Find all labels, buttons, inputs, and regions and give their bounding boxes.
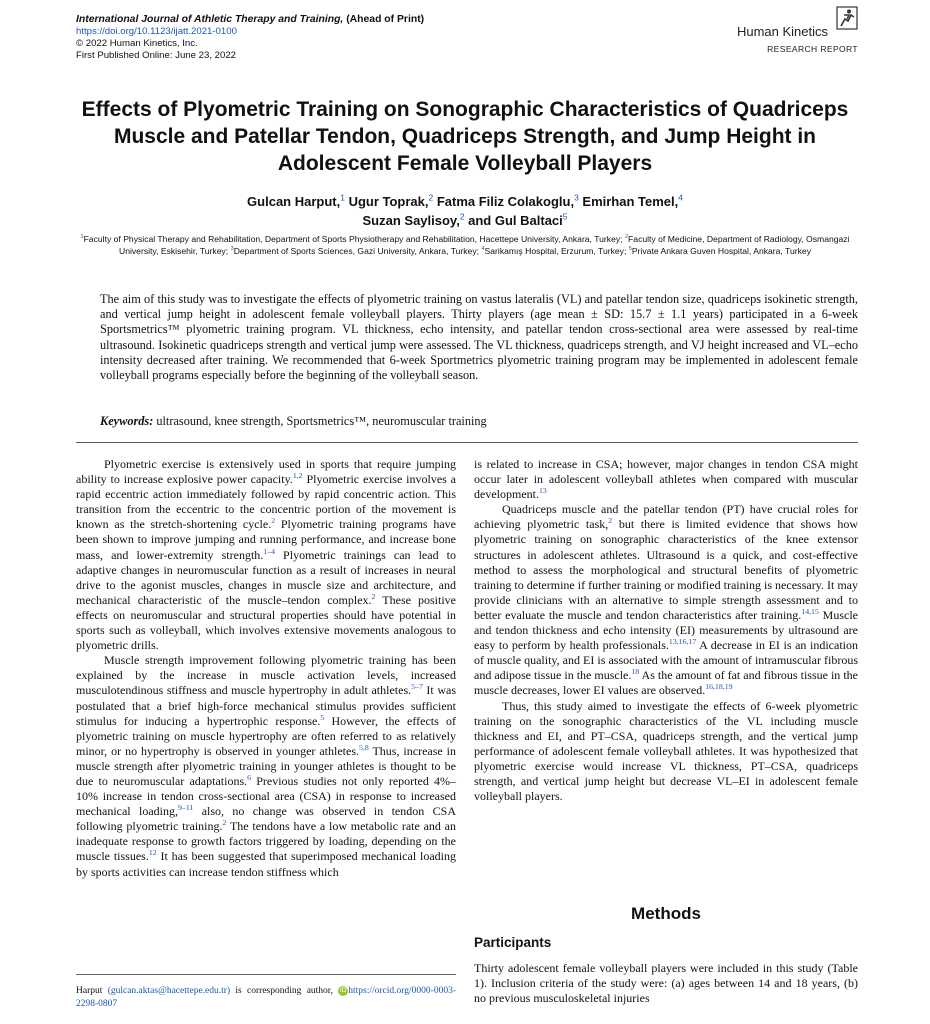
affiliation-text: Faculty of Physical Therapy and Rehabilitation, Department of Sports Physiotherapy and Rehabilitation, Hacettepe University, Ankara, Turkey; (83, 234, 623, 244)
citation-mark: 6 (247, 772, 252, 782)
doi-link[interactable]: https://doi.org/10.1123/ijatt.2021-0100 (76, 26, 237, 37)
body-paragraph (474, 699, 858, 805)
body-text: Muscle and tendon thickness and echo intensity (EI) measurements by ultrasound are easy to perform by health professionals. (474, 607, 858, 653)
author-name: Fatma Filiz Colakoglu, (436, 194, 575, 209)
affiliation-mark: 3 (230, 246, 234, 253)
ahead-of-print: (Ahead of Print) (343, 14, 425, 25)
author-affiliation-mark: 1 (340, 192, 345, 203)
body-text: but there is limited evidence that shows how plyometric training on sonographic characteristics of the knee extensor structures in adolescent athletes. Ultrasound is a quick, and cost-effective method to assess the morphological and structural benefits of plyometric training to determine if further training or modified training is necessary. It may provide clinicians with an alternative to simple strength assessment and to better evaluate the muscle and tendon characteristics after training. (474, 517, 858, 622)
orcid-link[interactable]: https://orcid.org/0000-0003-2298-0807 (76, 986, 456, 1009)
orcid-icon: iD (339, 986, 347, 994)
body-text: As the amount of fat and fibrous tissue in the muscle decreases, lower EI values are observed. (474, 668, 858, 698)
body-text: Plyometric trainings can lead to adaptive changes in neuromuscular function as a result of increases in neural drive to the agonist muscles, changes in muscle size and architecture, and mechanical characteristic of the muscle–tendon complex. (76, 547, 456, 607)
article-type: RESEARCH REPORT (767, 44, 858, 54)
body-text: A decrease in EI is an indication of muscle quality, and EI is associated with the amount of intramuscular fibrous and adipose tissue in the muscle. (474, 638, 858, 683)
body-text: Plyometric training programs have been shown to improve jumping and running performance, and increase bone mass, and lower-extremity strength. (76, 517, 456, 562)
author-affiliation-mark: 2 (428, 192, 434, 203)
body-text: is related to increase in CSA; however, major changes in tendon CSA might occur later in adolescent volleyball athletes when compared with muscular development. (474, 457, 858, 502)
footnote-author: Harput (76, 986, 103, 996)
affiliation-mark: 1 (80, 234, 84, 241)
affiliation-text: Faculty of Medicine, Department of Radiology, Osmangazi University, Eskisehir, Turkey; (118, 234, 850, 257)
copyright: © 2022 Human Kinetics, Inc. (76, 38, 198, 49)
citation-mark: 1–4 (263, 546, 275, 556)
affiliation-mark: 2 (624, 234, 629, 241)
citation-mark: 13 (538, 486, 547, 496)
body-text: Muscle strength improvement following plyometric training has been explained by the increase in muscle activation levels, increased musculotendinous stiffness and muscle hypertrophy in adult athletes. (76, 653, 456, 698)
author-affiliation-mark: 2 (459, 211, 465, 222)
human-kinetics-logo-icon (836, 6, 858, 30)
affiliation-mark: 5 (628, 246, 632, 253)
body-right-column (474, 457, 858, 804)
journal-line (76, 14, 424, 26)
body-paragraph (474, 502, 858, 698)
citation-mark: 16,18,19 (705, 682, 733, 692)
citation-mark: 2 (371, 591, 376, 601)
citation-mark: 12 (148, 848, 157, 858)
publisher-brand (708, 6, 858, 56)
citation-mark: 2 (222, 818, 227, 828)
author-name: Emirhan Temel, (582, 194, 679, 209)
section-divider (76, 442, 858, 443)
citation-mark: 2 (608, 516, 613, 526)
body-text: also, no change was observed in tendon CSA following plyometric training. (76, 804, 456, 834)
article-title: Effects of Plyometric Training on Sonographic Characteristics of Quadriceps Muscle and Patellar Tendon, Quadriceps Strength, and Jump Height in Adolescent Female Volleyball Players (81, 98, 849, 175)
abstract: The aim of this study was to investigate the effects of plyometric training on vastus lateralis (VL) and patellar tendon size, quadriceps isokinetic strength, and vertical jump height in adolescent female volleyball players. Thirty players (age mean ± SD: 15.7 ± 1.1 years) participated in a 6-week Sportsmetrics™ plyometric training program. VL thickness, echo intensity, and patellar tendon cross-sectional area were assessed by real-time ultrasound. Isokinetic quadriceps strength and vertical jump were assessed. The VL thickness, quadriceps strength, and VJ height increased and VL–echo intensity decreased after training. We recommended that 6-week Sportmetrics plyometric training program may be implemented in adolescent female volleyball programs especially before the beginning of the volleyball season. (100, 292, 858, 383)
author-list (90, 192, 840, 230)
participants-paragraph: Thirty adolescent female volleyball players were included in this study (Table 1). Inclusion criteria of the study were: (a) ages between 14 and 18 years, (b) no previous musculoskeletal injuries (474, 961, 858, 1006)
citation-mark: 5–7 (411, 682, 423, 692)
footnote-divider (76, 974, 456, 975)
affiliation-text: Private Ankara Guven Hospital, Ankara, Turkey (631, 246, 811, 257)
body-text: These positive effects on neuromuscular and structural properties should have potential in sports such as volleyball, which involves extensive movements analogous to plyometric drills. (76, 592, 456, 653)
citation-mark: 9–11 (178, 803, 194, 813)
citation-mark: 18 (631, 667, 640, 677)
body-text: Previous studies not only reported 4%–10% increase in tendon cross-sectional area (CSA) in response to increased mechanical loading, (76, 773, 456, 819)
body-text: However, the effects of plyometric training on muscle hypertrophy are often referred to as relatively minor, or no hypertrophy is observed in younger athletes. (76, 713, 456, 758)
footnote-middle: is corresponding author, (230, 986, 339, 996)
published-date: First Published Online: June 23, 2022 (76, 50, 236, 61)
body-paragraph (76, 653, 456, 879)
methods-heading: Methods (631, 904, 701, 923)
author-affiliation-mark: 5 (562, 211, 568, 222)
citation-mark: 2 (271, 516, 276, 526)
corresponding-author-footnote (76, 985, 456, 1011)
author-affiliation-mark: 3 (574, 192, 579, 203)
author-name: Suzan Saylisoy, (362, 213, 460, 228)
author-email-link[interactable]: (gulcan.aktas@hacettepe.edu.tr) (107, 986, 231, 996)
body-paragraph (474, 457, 858, 502)
publisher-name: Human Kinetics (736, 24, 828, 39)
participants-heading: Participants (474, 935, 552, 950)
citation-mark: 5 (320, 712, 325, 722)
author-name: Ugur Toprak, (348, 194, 429, 209)
body-text: Thus, this study aimed to investigate the effects of 6-week plyometric training on the sonographic characteristics of the VL including muscle thickness and EI, and PT–CSA, quadriceps strength, and the vertical jump performance of adolescent female volleyball athletes. It was hypothesized that plyometric exercise would increase VL thickness, PT–CSA, quadriceps strength, and vertical jump height but decrease VL–EI in adolescent female volleyball players. (474, 698, 858, 804)
participants-text-column (474, 961, 858, 1006)
author-name: and Gul Baltaci (468, 213, 563, 228)
journal-name: International Journal of Athletic Therapy and Training, (76, 14, 344, 25)
body-left-column (76, 457, 456, 880)
body-text: Quadriceps muscle and the patellar tendon (PT) have crucial roles for achieving plyometric task, (474, 502, 858, 532)
body-text: Thus, increase in muscle strength after plyometric training in younger athletes is thought to be due to neuromuscular adaptations. (76, 743, 456, 788)
author-name: Gulcan Harput, (247, 194, 341, 209)
citation-mark: 5,8 (359, 742, 369, 752)
body-text: It was postulated that a brief high-force mechanical stimulus provides sufficient stimulus for inducing a hypertrophic response. (76, 683, 456, 728)
body-text: It has been suggested that superimposed mechanical loading by sports activities can increase tendon stiffness which (76, 849, 456, 879)
affiliation-text: Sarikamış Hospital, Erzurum, Turkey; (484, 246, 627, 257)
affiliation-list (80, 233, 850, 258)
affiliation-text: Department of Sports Sciences, Gazi University, Ankara, Turkey; (233, 246, 480, 257)
body-text: Plyometric exercise is extensively used in sports that require jumping ability to increase explosive power capacity. (76, 457, 456, 487)
body-text: The tendons have a low metabolic rate and an inadequate response to growth factors triggered by loading, depending on the muscle tissues. (76, 819, 456, 864)
citation-mark: 14,15 (801, 606, 819, 616)
body-text: Plyometric exercise involves a rapid eccentric action immediately followed by rapid concentric action. This transition from the eccentric to the concentric portion of the movement is known as the stretch-shortening cycle. (76, 472, 457, 532)
citation-mark: 13,16,17 (668, 637, 697, 647)
journal-header (76, 14, 424, 62)
keywords-text: ultrasound, knee strength, Sportsmetrics™, neuromuscular training (153, 414, 487, 428)
affiliation-mark: 4 (481, 246, 485, 253)
keywords-label: Keywords: (100, 414, 154, 428)
body-paragraph (76, 457, 456, 653)
author-affiliation-mark: 4 (678, 192, 683, 203)
keywords (100, 414, 858, 429)
citation-mark: 1,2 (292, 471, 303, 481)
